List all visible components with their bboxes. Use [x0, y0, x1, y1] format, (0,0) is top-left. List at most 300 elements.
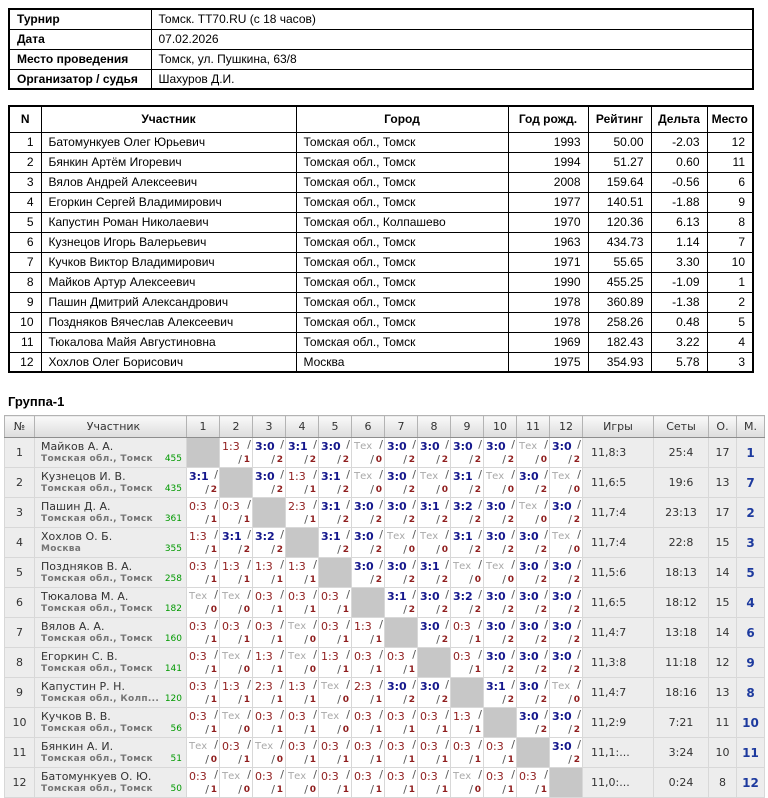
match-points: 0 [243, 725, 250, 735]
match-result-cell [418, 528, 451, 558]
participant-name: Бянкин Артём Игоревич [41, 152, 296, 172]
participant-row [9, 192, 753, 212]
slash-mark: / [412, 558, 416, 571]
match-result-cell [517, 588, 550, 618]
match-score: 1:3 [288, 680, 306, 693]
match-result-cell [220, 678, 253, 708]
group-row [5, 738, 765, 768]
match-points: 1 [342, 635, 349, 645]
slash-mark: / [469, 543, 473, 556]
participant-name: Пашин Дмитрий Александрович [41, 292, 296, 312]
slash-mark: / [412, 738, 416, 751]
group-games: 11,8:3 [583, 438, 654, 468]
match-score: 0:3 [453, 650, 471, 663]
group-points: 17 [709, 498, 737, 528]
match-score: 3:0 [387, 560, 407, 573]
slash-mark: / [280, 528, 284, 541]
match-result-cell [418, 588, 451, 618]
slash-mark: / [214, 738, 218, 751]
participants-col-header: Дельта [651, 106, 707, 132]
match-result-cell [451, 468, 484, 498]
group-participant-cell [35, 558, 187, 588]
slash-mark: / [271, 633, 275, 646]
participant-row [9, 332, 753, 352]
slash-mark: / [370, 513, 374, 526]
participant-rating: 354.93 [588, 352, 651, 372]
match-score: 3:0 [552, 650, 572, 663]
group-participant-region: Томская обл., Томск [41, 634, 153, 644]
slash-mark: / [412, 498, 416, 511]
group-col-header: № [5, 416, 35, 438]
match-result-cell [418, 558, 451, 588]
participant-place: 5 [707, 312, 753, 332]
match-result-cell [517, 468, 550, 498]
match-result-cell [484, 678, 517, 708]
match-result-cell [220, 768, 253, 798]
match-points: 2 [507, 665, 514, 675]
participant-place: 7 [707, 232, 753, 252]
group-participant-cell [35, 678, 187, 708]
slash-mark: / [469, 783, 473, 796]
match-score: 0:3 [255, 620, 273, 633]
match-points: 1 [474, 665, 481, 675]
slash-mark: / [337, 513, 341, 526]
group-participant-name: Егоркин С. В. [41, 650, 118, 663]
slash-mark: / [370, 663, 374, 676]
self-match-cell [451, 678, 484, 708]
participant-place: 12 [707, 132, 753, 152]
slash-mark: / [544, 708, 548, 721]
match-points: 2 [210, 485, 217, 495]
match-score: 0:3 [354, 740, 372, 753]
match-tech-label: Тех [189, 591, 208, 602]
match-points: 0 [507, 575, 514, 585]
match-score: 0:3 [189, 680, 207, 693]
group-games: 11,0:... [583, 768, 654, 798]
group-results-table [4, 415, 765, 798]
match-result-cell [418, 678, 451, 708]
group-row [5, 438, 765, 468]
match-tech-label: Тех [453, 771, 472, 782]
match-tech-label: Тех [321, 711, 340, 722]
match-result-cell [550, 498, 583, 528]
group-row-number: 3 [5, 498, 35, 528]
match-result-cell [418, 498, 451, 528]
slash-mark: / [304, 453, 308, 466]
participant-place: 2 [707, 292, 753, 312]
slash-mark: / [271, 753, 275, 766]
group-participant-rating: 141 [164, 664, 182, 674]
match-result-cell [187, 768, 220, 798]
match-score: 1:3 [321, 650, 339, 663]
match-result-cell [319, 468, 352, 498]
group-col-header: Участник [35, 416, 187, 438]
participant-city: Томская обл., Томск [296, 272, 508, 292]
slash-mark: / [214, 708, 218, 721]
slash-mark: / [379, 618, 383, 631]
participant-rating: 140.51 [588, 192, 651, 212]
match-result-cell [319, 528, 352, 558]
slash-mark: / [403, 573, 407, 586]
group-points: 14 [709, 558, 737, 588]
match-result-cell [418, 438, 451, 468]
slash-mark: / [214, 588, 218, 601]
match-tech-label: Тех [189, 741, 208, 752]
participant-city: Томская обл., Томск [296, 192, 508, 212]
match-result-cell [253, 648, 286, 678]
group-col-header: 11 [517, 416, 550, 438]
slash-mark: / [469, 723, 473, 736]
match-result-cell [319, 678, 352, 708]
match-result-cell [286, 498, 319, 528]
match-tech-label: Тех [552, 531, 571, 542]
participant-delta: 1.14 [651, 232, 707, 252]
match-points: 0 [342, 695, 349, 705]
match-points: 2 [507, 545, 514, 555]
slash-mark: / [403, 513, 407, 526]
match-points: 0 [309, 785, 316, 795]
match-points: 2 [408, 605, 415, 615]
match-points: 2 [276, 485, 283, 495]
slash-mark: / [304, 753, 308, 766]
match-score: 3:0 [519, 650, 539, 663]
match-result-cell [352, 468, 385, 498]
match-result-cell [319, 708, 352, 738]
slash-mark: / [511, 438, 515, 451]
group-points: 12 [709, 648, 737, 678]
group-participant-cell [35, 528, 187, 558]
group-row [5, 468, 765, 498]
match-result-cell [550, 738, 583, 768]
group-participant-subline [41, 754, 182, 765]
match-points: 0 [408, 545, 415, 555]
match-points: 2 [540, 635, 547, 645]
participant-place: 9 [707, 192, 753, 212]
slash-mark: / [445, 708, 449, 721]
slash-mark: / [502, 753, 506, 766]
match-points: 1 [375, 785, 382, 795]
match-result-cell [550, 648, 583, 678]
match-points: 1 [210, 665, 217, 675]
participant-number: 11 [9, 332, 41, 352]
slash-mark: / [304, 633, 308, 646]
slash-mark: / [535, 513, 539, 526]
slash-mark: / [577, 438, 581, 451]
slash-mark: / [346, 678, 350, 691]
slash-mark: / [511, 498, 515, 511]
group-row-number: 7 [5, 618, 35, 648]
slash-mark: / [412, 588, 416, 601]
info-label: Дата [9, 29, 151, 49]
group-participant-rating: 50 [170, 784, 182, 794]
slash-mark: / [205, 693, 209, 706]
match-score: 3:0 [354, 530, 374, 543]
group-games: 11,5:6 [583, 558, 654, 588]
match-result-cell [550, 528, 583, 558]
match-result-cell [352, 498, 385, 528]
participant-city: Томская обл., Томск [296, 132, 508, 152]
match-result-cell [220, 708, 253, 738]
slash-mark: / [436, 513, 440, 526]
group-sets: 0:24 [654, 768, 709, 798]
slash-mark: / [412, 678, 416, 691]
group-points: 13 [709, 468, 737, 498]
slash-mark: / [445, 558, 449, 571]
group-participant-region: Томская обл., Колп... [41, 694, 160, 704]
match-tech-label: Тех [552, 471, 571, 482]
group-row-number: 6 [5, 588, 35, 618]
participant-delta: -1.38 [651, 292, 707, 312]
match-result-cell [352, 678, 385, 708]
match-result-cell [220, 618, 253, 648]
info-label: Организатор / судья [9, 69, 151, 89]
match-score: 1:3 [222, 560, 240, 573]
info-row [9, 49, 753, 69]
match-result-cell [319, 738, 352, 768]
match-points: 1 [276, 635, 283, 645]
group-participant-rating: 56 [170, 724, 182, 734]
match-result-cell [352, 528, 385, 558]
slash-mark: / [568, 723, 572, 736]
slash-mark: / [304, 483, 308, 496]
slash-mark: / [205, 573, 209, 586]
slash-mark: / [271, 573, 275, 586]
slash-mark: / [511, 768, 515, 781]
match-score: 3:0 [519, 620, 539, 633]
group-row-number: 5 [5, 558, 35, 588]
participant-number: 8 [9, 272, 41, 292]
group-row [5, 648, 765, 678]
match-points: 1 [309, 485, 316, 495]
match-score: 3:0 [486, 590, 506, 603]
match-result-cell [352, 648, 385, 678]
participant-rating: 434.73 [588, 232, 651, 252]
match-score: 0:3 [189, 650, 207, 663]
slash-mark: / [478, 558, 482, 571]
match-tech-label: Тех [321, 681, 340, 692]
slash-mark: / [544, 588, 548, 601]
slash-mark: / [370, 783, 374, 796]
slash-mark: / [469, 483, 473, 496]
match-result-cell [352, 708, 385, 738]
match-points: 1 [408, 755, 415, 765]
group-row-number: 8 [5, 648, 35, 678]
match-points: 1 [441, 725, 448, 735]
slash-mark: / [379, 648, 383, 661]
match-result-cell [286, 768, 319, 798]
participant-row [9, 172, 753, 192]
match-points: 1 [243, 695, 250, 705]
match-points: 1 [243, 515, 250, 525]
slash-mark: / [313, 438, 317, 451]
participant-row [9, 212, 753, 232]
group-sets: 11:18 [654, 648, 709, 678]
match-result-cell [220, 438, 253, 468]
slash-mark: / [205, 753, 209, 766]
participant-birth-year: 1963 [508, 232, 588, 252]
match-result-cell [220, 498, 253, 528]
match-score: 3:0 [420, 440, 440, 453]
self-match-cell [220, 468, 253, 498]
slash-mark: / [247, 438, 251, 451]
match-result-cell [484, 558, 517, 588]
participant-birth-year: 2008 [508, 172, 588, 192]
slash-mark: / [280, 648, 284, 661]
match-result-cell [451, 588, 484, 618]
match-result-cell [451, 528, 484, 558]
match-result-cell [385, 498, 418, 528]
group-row-number: 4 [5, 528, 35, 558]
slash-mark: / [502, 453, 506, 466]
match-result-cell [253, 438, 286, 468]
slash-mark: / [412, 768, 416, 781]
match-result-cell [253, 558, 286, 588]
match-points: 0 [210, 605, 217, 615]
match-result-cell [484, 468, 517, 498]
participant-row [9, 152, 753, 172]
group-row-number: 1 [5, 438, 35, 468]
match-tech-label: Тех [420, 471, 439, 482]
slash-mark: / [412, 528, 416, 541]
participant-row [9, 292, 753, 312]
participants-col-header: Участник [41, 106, 296, 132]
match-score: 0:3 [321, 590, 339, 603]
slash-mark: / [247, 678, 251, 691]
match-points: 2 [573, 575, 580, 585]
slash-mark: / [568, 453, 572, 466]
slash-mark: / [478, 528, 482, 541]
match-score: 3:0 [420, 590, 440, 603]
slash-mark: / [436, 723, 440, 736]
group-participant-name: Вялов А. А. [41, 620, 105, 633]
participant-city: Томская обл., Томск [296, 232, 508, 252]
participant-name: Егоркин Сергей Владимирович [41, 192, 296, 212]
match-points: 1 [342, 755, 349, 765]
slash-mark: / [436, 753, 440, 766]
info-label: Место проведения [9, 49, 151, 69]
group-col-header: 10 [484, 416, 517, 438]
slash-mark: / [346, 738, 350, 751]
group-participant-subline [41, 664, 182, 675]
slash-mark: / [337, 633, 341, 646]
match-result-cell [253, 678, 286, 708]
group-place: 12 [737, 768, 765, 798]
slash-mark: / [238, 453, 242, 466]
match-tech-label: Тех [519, 441, 538, 452]
participant-rating: 258.26 [588, 312, 651, 332]
group-participant-region: Томская обл., Томск [41, 454, 153, 464]
slash-mark: / [271, 783, 275, 796]
slash-mark: / [370, 453, 374, 466]
group-place: 9 [737, 648, 765, 678]
group-col-header: 9 [451, 416, 484, 438]
slash-mark: / [205, 663, 209, 676]
group-col-header: 7 [385, 416, 418, 438]
group-place: 1 [737, 438, 765, 468]
match-points: 2 [573, 755, 580, 765]
match-tech-label: Тех [222, 651, 241, 662]
participant-rating: 182.43 [588, 332, 651, 352]
match-result-cell [319, 498, 352, 528]
self-match-cell [187, 438, 220, 468]
group-participant-name: Капустин Р. Н. [41, 680, 125, 693]
info-value: Томск. TT70.RU (с 18 часов) [151, 9, 753, 29]
match-score: 1:3 [255, 560, 273, 573]
match-result-cell [352, 438, 385, 468]
info-label: Турнир [9, 9, 151, 29]
match-score: 3:1 [222, 530, 242, 543]
self-match-cell [484, 708, 517, 738]
match-tech-label: Тех [354, 471, 373, 482]
match-score: 3:2 [453, 500, 473, 513]
match-result-cell [550, 618, 583, 648]
match-result-cell [187, 618, 220, 648]
slash-mark: / [346, 708, 350, 721]
slash-mark: / [445, 678, 449, 691]
group-col-header: 8 [418, 416, 451, 438]
match-score: 0:3 [453, 620, 471, 633]
match-points: 2 [375, 575, 382, 585]
match-result-cell [484, 618, 517, 648]
match-score: 3:0 [519, 470, 539, 483]
group-participant-name: Бянкин А. И. [41, 740, 114, 753]
slash-mark: / [247, 588, 251, 601]
match-score: 1:3 [222, 440, 240, 453]
slash-mark: / [469, 603, 473, 616]
match-score: 3:0 [354, 560, 374, 573]
participant-number: 7 [9, 252, 41, 272]
match-points: 2 [375, 545, 382, 555]
slash-mark: / [370, 543, 374, 556]
match-points: 1 [540, 785, 547, 795]
group-points: 14 [709, 618, 737, 648]
match-points: 1 [243, 755, 250, 765]
group-col-header: 5 [319, 416, 352, 438]
slash-mark: / [304, 723, 308, 736]
slash-mark: / [436, 543, 440, 556]
participant-delta: 6.13 [651, 212, 707, 232]
match-points: 2 [276, 455, 283, 465]
participant-name: Кузнецов Игорь Валерьевич [41, 232, 296, 252]
participant-rating: 120.36 [588, 212, 651, 232]
slash-mark: / [304, 663, 308, 676]
participant-birth-year: 1977 [508, 192, 588, 212]
match-result-cell [484, 528, 517, 558]
match-result-cell [484, 768, 517, 798]
slash-mark: / [205, 543, 209, 556]
slash-mark: / [280, 708, 284, 721]
match-points: 2 [507, 605, 514, 615]
participant-number: 5 [9, 212, 41, 232]
match-score: 3:0 [387, 680, 407, 693]
slash-mark: / [535, 633, 539, 646]
slash-mark: / [511, 558, 515, 571]
participant-rating: 360.89 [588, 292, 651, 312]
match-points: 1 [375, 665, 382, 675]
participants-table [8, 105, 754, 373]
match-points: 0 [573, 695, 580, 705]
group-participant-region: Томская обл., Томск [41, 604, 153, 614]
group-col-header: 1 [187, 416, 220, 438]
match-score: 3:1 [321, 470, 341, 483]
match-score: 1:3 [288, 560, 306, 573]
match-points: 1 [210, 695, 217, 705]
match-result-cell [286, 588, 319, 618]
match-score: 2:3 [288, 500, 306, 513]
participant-birth-year: 1994 [508, 152, 588, 172]
match-result-cell [385, 708, 418, 738]
match-score: 3:0 [486, 620, 506, 633]
